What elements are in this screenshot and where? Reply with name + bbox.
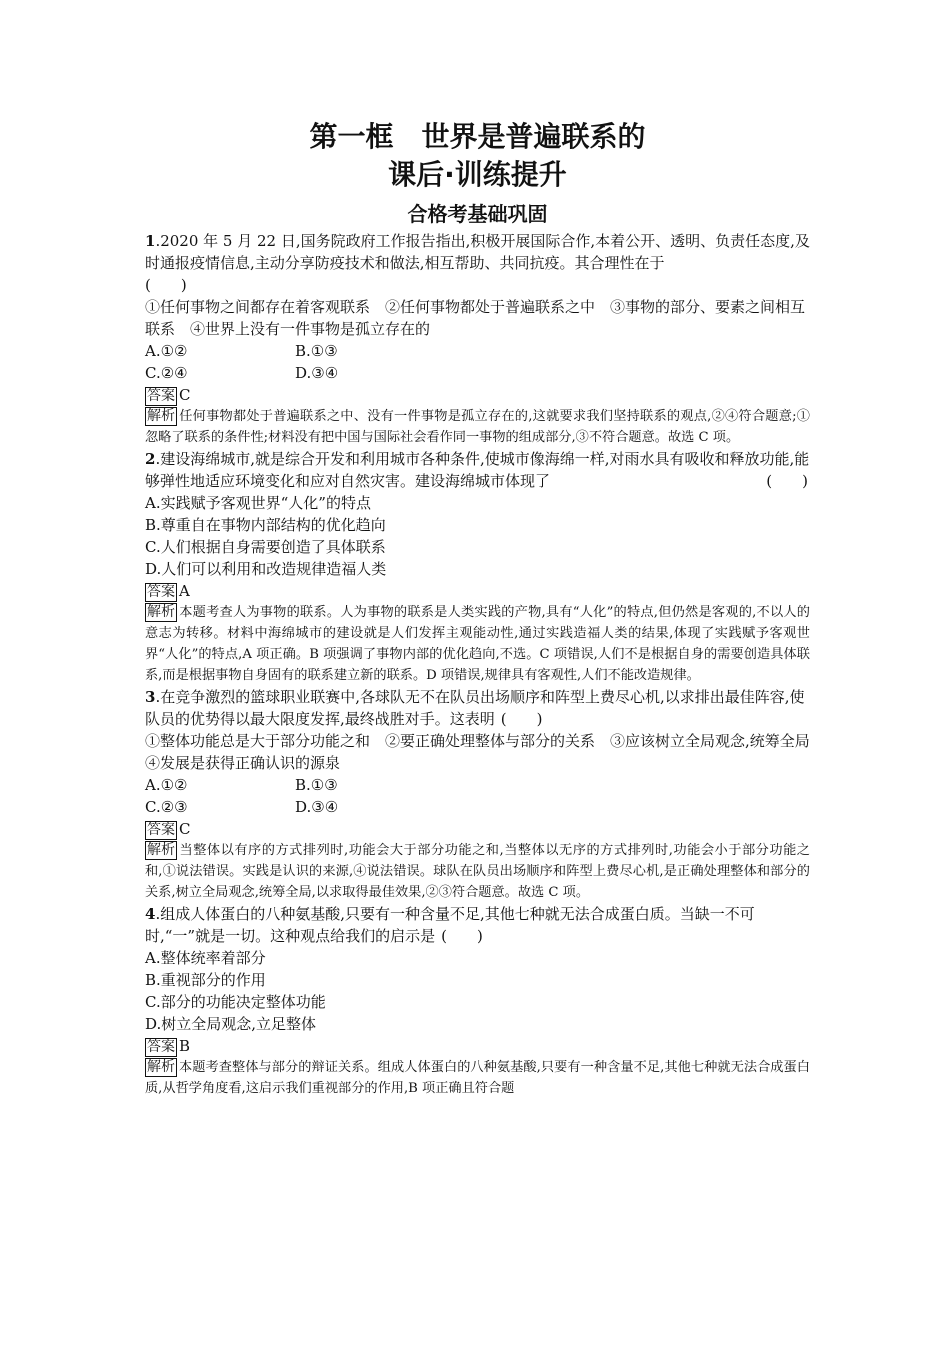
question-1 <box>145 230 810 448</box>
option-b: B.尊重自在事物内部结构的优化趋向 <box>145 516 386 534</box>
option-b: B.重视部分的作用 <box>145 971 266 989</box>
option-c: C.部分的功能决定整体功能 <box>145 993 326 1011</box>
option-d: D.树立全局观念,立足整体 <box>145 1015 317 1033</box>
question-stem: 3.在竞争激烈的篮球职业联赛中,各球队无不在队员出场顺序和阵型上费尽心机,以求排出最佳阵容,使队员的优势得以最大限度发挥,最终战胜对手。这表明 ( ) <box>145 688 805 728</box>
answer-line <box>145 1035 810 1057</box>
option-a: A.实践赋予客观世界“人化”的特点 <box>145 494 371 512</box>
explanation: 解析 当整体以有序的方式排列时,功能会大于部分功能之和,当整体以无序的方式排列时,功能会小于部分功能之和,①说法错误。实践是认识的来源,④说法错误。球队在队员出场顺序和阵型上费尽心机,是正确处理整体和部分的关系,树立全局观念,统筹全局,以求取得最佳效果,②③符合题意。故选 C 项。 <box>145 842 810 900</box>
option-c: C.人们根据自身需要创造了具体联系 <box>145 538 386 556</box>
option-d: D.③④ <box>295 364 339 382</box>
page-subtitle: 课后·训练提升 <box>388 158 567 191</box>
question-stem: 2.建设海绵城市,就是综合开发和利用城市各种条件,使城市像海绵一样,对雨水具有吸收和释放功能,能够弹性地适应环境变化和应对自然灾害。建设海绵城市体现了 ( ) <box>145 450 810 490</box>
option-a: A.①② <box>145 342 188 360</box>
question-number: 4 <box>145 905 156 923</box>
page-title: 第一框 世界是普遍联系的 <box>309 120 646 153</box>
answer-line <box>145 818 810 840</box>
answer-value: C <box>179 820 191 838</box>
explanation: 解析 本题考查整体与部分的辩证关系。组成人体蛋白的八种氨基酸,只要有一种含量不足,其他七种就无法合成蛋白质,从哲学角度看,这启示我们重视部分的作用,B 项正确且符合题 <box>145 1059 810 1096</box>
answer-value: A <box>179 582 190 600</box>
question-number: 3 <box>145 688 156 706</box>
answer-line <box>145 580 810 602</box>
option-b: B.①③ <box>295 776 338 794</box>
question-stem: 4.组成人体蛋白的八种氨基酸,只要有一种含量不足,其他七种就无法合成蛋白质。当缺一不可时,“一”就是一切。这种观点给我们的启示是 ( ) <box>145 905 755 945</box>
answer-tag: 答案 <box>147 388 175 404</box>
answer-tag: 答案 <box>147 822 175 838</box>
question-2 <box>145 448 810 686</box>
explanation: 解析 本题考查人为事物的联系。人为事物的联系是人类实践的产物,具有“人化”的特点,但仍然是客观的,不以人的意志为转移。材料中海绵城市的建设就是人们发挥主观能动性,通过实践造福人类的结果,体现了实践赋予客观世界“人化”的特点,A 项正确。B 项强调了事物内部的优化趋向,不选。C 项错误,人们不是根据自身的需要创造具体联系,而是根据事物自身固有的联系建立新的联系。D 项错误,规律具有客观性,人们不能改造规律。 <box>145 604 810 683</box>
option-b: B.①③ <box>295 342 338 360</box>
question-3 <box>145 686 825 903</box>
option-d: D.人们可以利用和改造规律造福人类 <box>145 560 387 578</box>
options-row <box>145 340 810 362</box>
answer-paren: ( ) <box>145 276 187 294</box>
explain-tag: 解析 <box>147 408 175 424</box>
explanation: 解析 任何事物都处于普遍联系之中、没有一件事物是孤立存在的,这就要求我们坚持联系的观点,②④符合题意;①忽略了联系的条件性;材料没有把中国与国际社会看作同一事物的组成部分,③不符合题意。故选 C 项。 <box>145 408 810 445</box>
option-a: A.①② <box>145 776 188 794</box>
explain-tag: 解析 <box>147 604 175 620</box>
options-row <box>145 796 810 818</box>
explain-tag: 解析 <box>147 1059 175 1075</box>
options-row <box>145 774 810 796</box>
question-stem: 1.2020 年 5 月 22 日,国务院政府工作报告指出,积极开展国际合作,本着公开、透明、负责任态度,及时通报疫情信息,主动分享防疫技术和做法,相互帮助、共同抗疫。其合理性在于 <box>145 232 810 272</box>
answer-paren: ( ) <box>441 927 483 945</box>
options-row <box>145 362 810 384</box>
answer-tag: 答案 <box>147 584 175 600</box>
question-items: ①整体功能总是大于部分功能之和 ②要正确处理整体与部分的关系 ③应该树立全局观念,统筹全局 ④发展是获得正确认识的源泉 <box>145 732 825 772</box>
option-d: D.③④ <box>295 798 339 816</box>
answer-paren: ( ) <box>766 472 808 490</box>
answer-paren: ( ) <box>500 710 543 728</box>
question-4 <box>145 903 810 1099</box>
document-page <box>145 118 825 1099</box>
explain-tag: 解析 <box>147 842 175 858</box>
question-items: ①任何事物之间都存在着客观联系 ②任何事物都处于普遍联系之中 ③事物的部分、要素之间相互联系 ④世界上没有一件事物是孤立存在的 <box>145 298 806 338</box>
question-number: 1 <box>145 232 156 250</box>
section-heading: 合格考基础巩固 <box>407 202 548 226</box>
answer-line <box>145 384 810 406</box>
option-c: C.②③ <box>145 798 188 816</box>
option-a: A.整体统率着部分 <box>145 949 266 967</box>
answer-value: B <box>179 1037 191 1055</box>
option-c: C.②④ <box>145 364 188 382</box>
answer-tag: 答案 <box>147 1039 175 1055</box>
question-number: 2 <box>145 450 156 468</box>
answer-value: C <box>179 386 191 404</box>
